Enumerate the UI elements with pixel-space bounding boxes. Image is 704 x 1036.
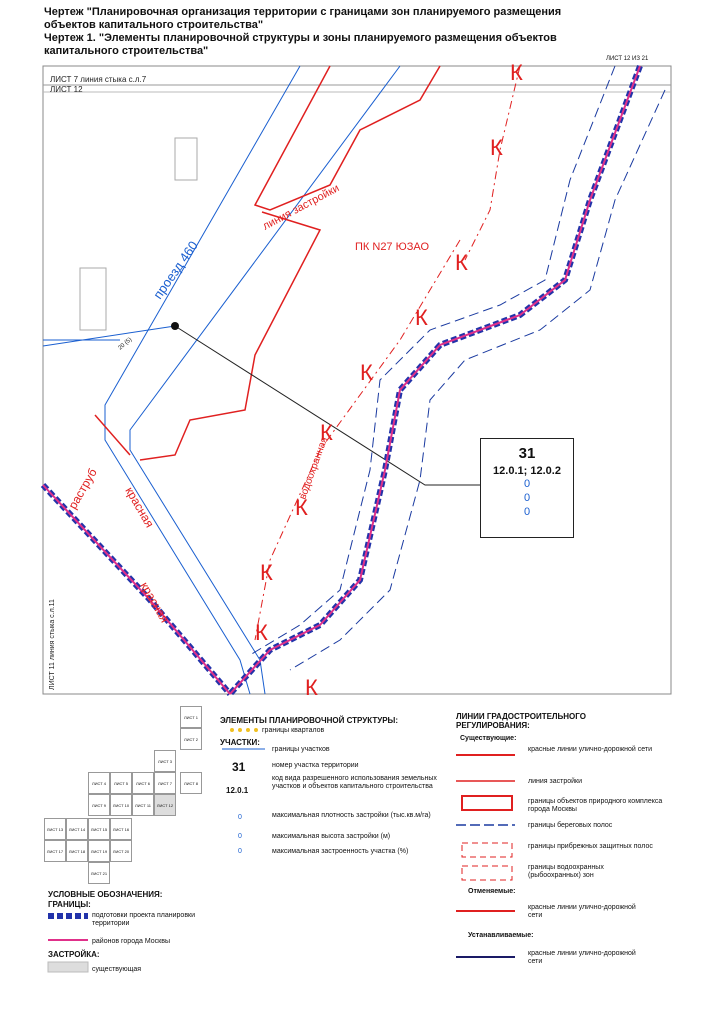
- nature-symbol: [462, 796, 512, 810]
- sheet-join-label: ЛИСТ 11 линия стыка с.л.11: [49, 599, 56, 690]
- zone-marker-k: К: [320, 420, 333, 445]
- parcel-number: 31: [518, 445, 536, 462]
- legend-plot-bounds: границы участков: [272, 746, 330, 753]
- legend-red-cancel: красные линии улично-дорожной сети: [528, 904, 636, 919]
- sheet-cell: ЛИСТ 4: [88, 772, 110, 794]
- sheet-cell: ЛИСТ 17: [44, 840, 66, 862]
- legend-build-title: ЗАСТРОЙКА:: [48, 950, 100, 959]
- zone-marker-k: К: [305, 675, 318, 700]
- legend-coastal: границы прибрежных защитных полос: [528, 843, 653, 850]
- coastal-symbol: [462, 843, 512, 857]
- sheet-cell: ЛИСТ 19: [88, 840, 110, 862]
- sheet-cell: ЛИСТ 14: [66, 818, 88, 840]
- red-label: красная: [137, 579, 172, 625]
- legend-shore: границы береговых полос: [528, 822, 613, 829]
- dimension-label: 20 (5): [117, 336, 134, 352]
- water-symbol: [462, 866, 512, 880]
- legend-build-line: линия застройки: [528, 778, 582, 785]
- zone-marker-k: К: [455, 250, 468, 275]
- sheet-cell: ЛИСТ 1: [180, 706, 202, 728]
- sheet-cell: ЛИСТ 11: [132, 794, 154, 816]
- parcel-height: 0: [523, 492, 531, 504]
- legend-zero-2: 0: [238, 833, 242, 840]
- title-line-2: Чертеж 1. "Элементы планировочной структуры и зоны планируемого размещения объектов капитального строительства": [44, 32, 557, 57]
- parcel-coverage: 0: [523, 506, 531, 518]
- legend-code-example: 12.0.1: [226, 786, 249, 795]
- legend-plot-num-example: 31: [232, 760, 246, 774]
- legend-lines-title: ЛИНИИ ГРАДОСТРОИТЕЛЬНОГО РЕГУЛИРОВАНИЯ:: [456, 712, 586, 730]
- sheet-cell: ЛИСТ 10: [110, 794, 132, 816]
- parcel-density: 0: [523, 478, 531, 490]
- sheet-label: ЛИСТ 12: [50, 85, 83, 94]
- legend-height: максимальная высота застройки (м): [272, 833, 391, 840]
- legend-bounds-title: ГРАНИЦЫ:: [48, 900, 91, 909]
- sheet-cell: ЛИСТ 18: [66, 840, 88, 862]
- legend-plots-title: УЧАСТКИ:: [220, 738, 260, 747]
- legend-existing-build: существующая: [92, 966, 142, 973]
- pk-label: ПК N27 ЮЗАО: [355, 241, 430, 253]
- sheet-cell: ЛИСТ 21: [88, 862, 110, 884]
- sheet-cell: ЛИСТ 2: [180, 728, 202, 750]
- legend-established: Устанавливаемые:: [468, 932, 534, 939]
- legend-quarters: границы кварталов: [262, 727, 325, 734]
- street-label: проезд 460: [150, 238, 201, 302]
- legend-zero-1: 0: [238, 814, 242, 821]
- sheet-cell: ЛИСТ 5: [110, 772, 132, 794]
- sheet-cell: ЛИСТ 16: [110, 818, 132, 840]
- zone-marker-k: К: [360, 360, 373, 385]
- sheet-cell-current: ЛИСТ 12: [154, 794, 176, 816]
- zone-marker-k: К: [510, 60, 523, 85]
- red-label: красная: [122, 484, 157, 530]
- legend-existing: Существующие:: [460, 735, 517, 742]
- title-line-1: Чертеж "Планировочная организация территории с границами зон планируемого размещения объектов капитального строительства": [44, 6, 562, 31]
- build-line-label: линия застройки: [260, 182, 342, 233]
- legend-elements-title: ЭЛЕМЕНТЫ ПЛАНИРОВОЧНОЙ СТРУКТУРЫ:: [220, 716, 399, 725]
- legend-districts: районов города Москвы: [92, 938, 170, 945]
- legend-coverage: максимальная застроенность участка (%): [272, 848, 409, 855]
- sheet-cell: ЛИСТ 13: [44, 818, 66, 840]
- legend-red-new: красные линии улично-дорожной сети: [528, 950, 636, 965]
- legend-zero-3: 0: [238, 848, 242, 855]
- zone-marker-k: К: [415, 305, 428, 330]
- parcel-code: 12.0.1; 12.0.2: [493, 465, 561, 477]
- legend-plot-num: номер участка территории: [272, 762, 359, 769]
- zone-marker-k: К: [490, 135, 503, 160]
- existing-build-symbol: [48, 962, 88, 972]
- sheet-cell: ЛИСТ 3: [154, 750, 176, 772]
- zone-marker-k: К: [255, 620, 268, 645]
- legend-water: границы водоохранных (рыбоохранных) зон: [528, 864, 604, 879]
- legend-project: подготовки проекта планировки территории: [92, 912, 196, 927]
- rastrub-label: раструб: [65, 466, 100, 512]
- sheet-join-label: ЛИСТ 7 линия стыка с.л.7: [50, 75, 147, 84]
- legend-nature: границы объектов природного комплекса города Москвы: [528, 798, 663, 813]
- legend-conv-title: УСЛОВНЫЕ ОБОЗНАЧЕНИЯ:: [48, 890, 163, 899]
- legend-cancelled: Отменяемые:: [468, 888, 516, 895]
- sheet-number: ЛИСТ 12 ИЗ 21: [606, 56, 649, 62]
- sheet-cell: ЛИСТ 20: [110, 840, 132, 862]
- sheet-cell: ЛИСТ 9: [88, 794, 110, 816]
- legend-code: код вида разрешенного использования земельных участков и объектов капитального строительства: [272, 775, 437, 790]
- water-label: водоохранная: [297, 435, 331, 502]
- sheet-cell: ЛИСТ 15: [88, 818, 110, 840]
- zone-marker-k: К: [260, 560, 273, 585]
- zone-marker-k: К: [295, 495, 308, 520]
- sheet-cell: ЛИСТ 6: [132, 772, 154, 794]
- sheet-cell: ЛИСТ 8: [180, 772, 202, 794]
- quarters-stars: [230, 728, 258, 732]
- legend-density: максимальная плотность застройки (тыс.кв.м/га): [272, 812, 431, 819]
- sheet-cell: ЛИСТ 7: [154, 772, 176, 794]
- legend-red-lines: красные линии улично-дорожной сети: [528, 746, 653, 753]
